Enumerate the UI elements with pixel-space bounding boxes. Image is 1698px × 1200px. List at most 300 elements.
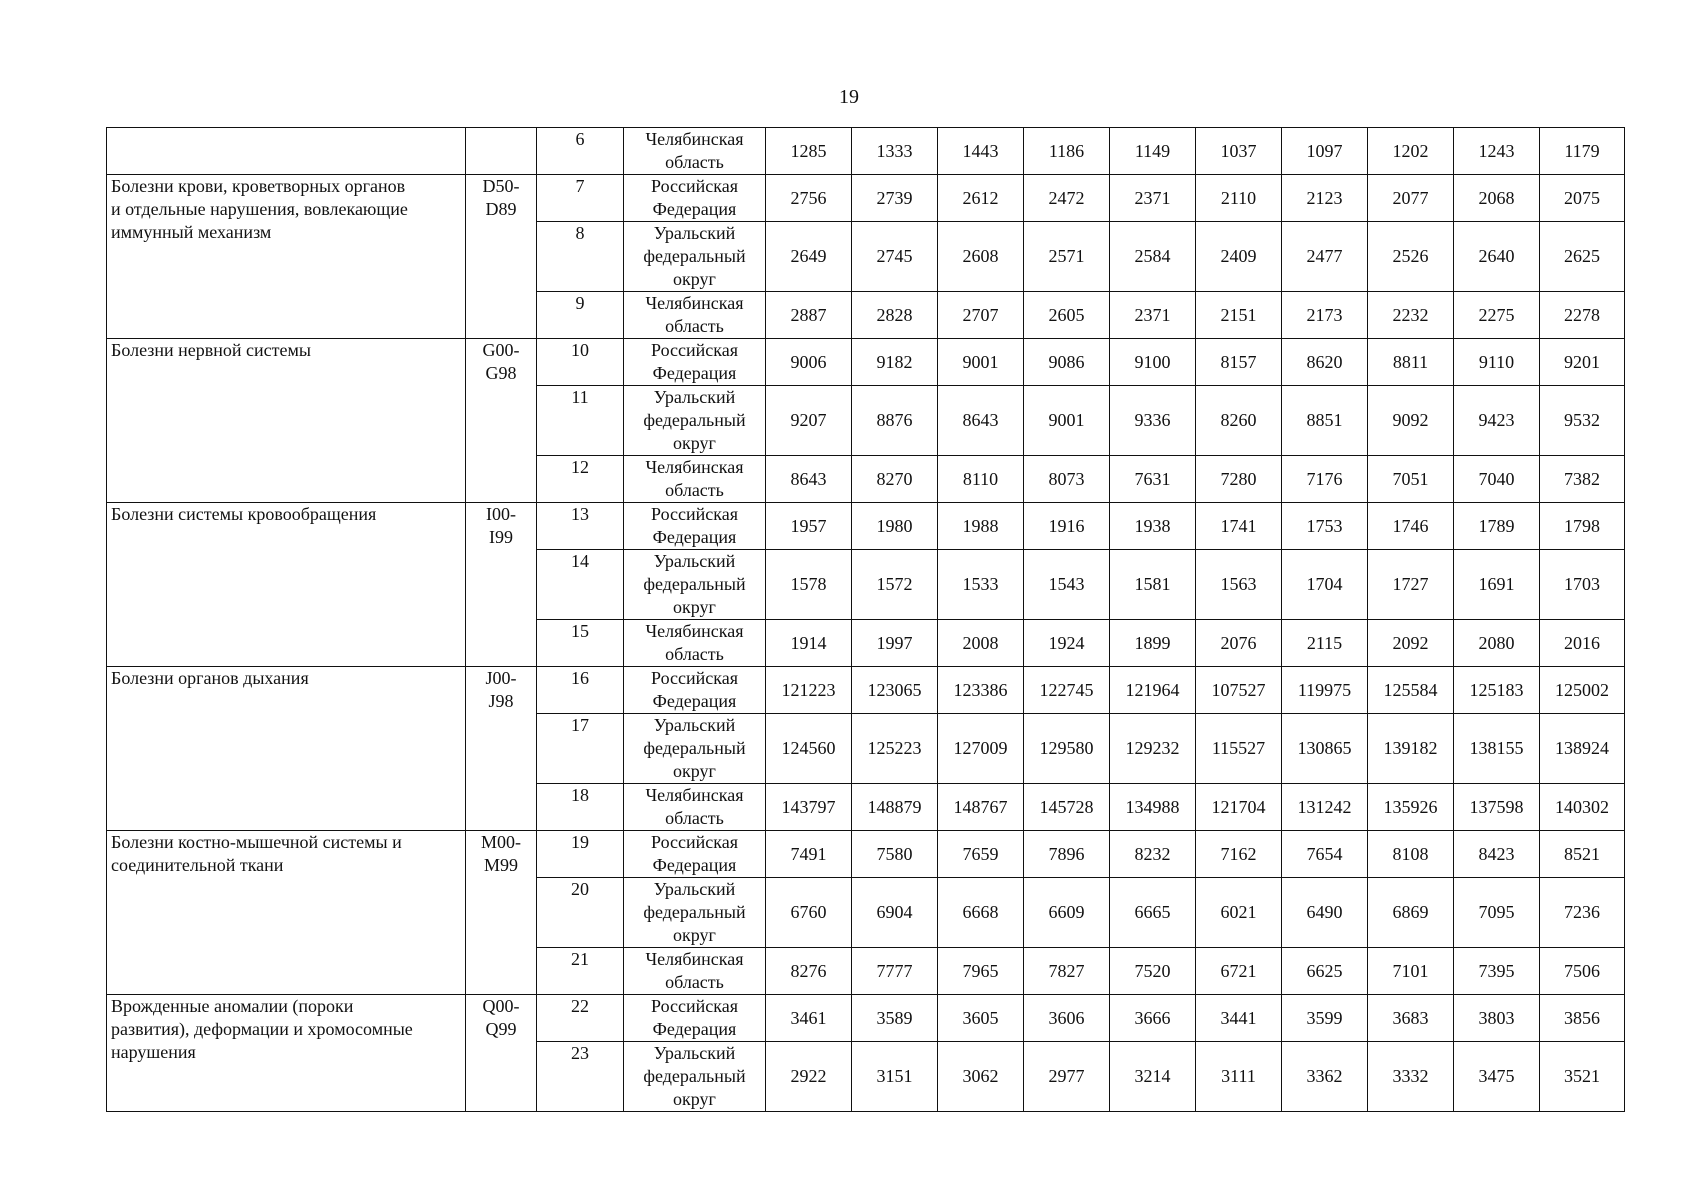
value-cell: 3441 [1196,995,1282,1042]
value-cell: 121704 [1196,784,1282,831]
region-line: Челябинская [645,621,744,641]
value-cell: 3605 [938,995,1024,1042]
region-line: округ [673,433,716,453]
value-cell: 8157 [1196,339,1282,386]
value-cell: 2526 [1368,222,1454,292]
value-cell: 2123 [1282,175,1368,222]
value-cell: 7162 [1196,831,1282,878]
row-number-cell: 19 [537,831,624,878]
row-number-cell: 14 [537,550,624,620]
value-cell: 6490 [1282,878,1368,948]
value-cell: 2756 [766,175,852,222]
region-line: округ [673,925,716,945]
value-cell: 7382 [1540,456,1625,503]
icd-code-line: M99 [483,855,518,875]
value-cell: 9532 [1540,386,1625,456]
region-cell [624,503,766,550]
value-cell: 7280 [1196,456,1282,503]
morbidity-table [106,127,1625,1112]
value-cell: 9092 [1368,386,1454,456]
region-line: Уральский [653,551,736,571]
value-cell: 1285 [766,128,852,175]
value-cell: 3599 [1282,995,1368,1042]
page-number: 19 [839,86,859,108]
region-line: Российская [651,832,738,852]
value-cell: 6760 [766,878,852,948]
category-line: нарушения [111,1042,196,1062]
row-number-cell: 23 [537,1042,624,1112]
value-cell: 8276 [766,948,852,995]
row-number-cell: 20 [537,878,624,948]
value-cell: 2887 [766,292,852,339]
region-line: Федерация [652,855,737,875]
value-cell: 125223 [852,714,938,784]
value-cell: 121223 [766,667,852,714]
value-cell: 1741 [1196,503,1282,550]
value-cell: 9086 [1024,339,1110,386]
value-cell: 6869 [1368,878,1454,948]
value-cell: 1957 [766,503,852,550]
region-cell [624,128,766,175]
value-cell: 2409 [1196,222,1282,292]
row-number-cell: 6 [537,128,624,175]
region-cell [624,292,766,339]
value-cell: 1691 [1454,550,1540,620]
region-line: Уральский [653,715,736,735]
category-line: и отдельные нарушения, вовлекающие [111,199,408,219]
value-cell: 1572 [852,550,938,620]
value-cell: 2707 [938,292,1024,339]
value-cell: 3475 [1454,1042,1540,1112]
value-cell: 2278 [1540,292,1625,339]
region-cell [624,1042,766,1112]
value-cell: 6904 [852,878,938,948]
value-cell: 3589 [852,995,938,1042]
value-cell: 8270 [852,456,938,503]
value-cell: 2232 [1368,292,1454,339]
value-cell: 2371 [1110,292,1196,339]
value-cell: 2076 [1196,620,1282,667]
region-cell [624,386,766,456]
value-cell: 115527 [1196,714,1282,784]
value-cell: 9006 [766,339,852,386]
category-line: развития), деформации и хромосомные [111,1019,413,1039]
value-cell: 138155 [1454,714,1540,784]
value-cell: 1997 [852,620,938,667]
value-cell: 1186 [1024,128,1110,175]
row-number-cell: 11 [537,386,624,456]
category-line: Болезни нервной системы [111,340,312,360]
value-cell: 8521 [1540,831,1625,878]
value-cell: 8851 [1282,386,1368,456]
value-cell: 9001 [938,339,1024,386]
value-cell: 1581 [1110,550,1196,620]
value-cell: 7659 [938,831,1024,878]
value-cell: 7896 [1024,831,1110,878]
value-cell: 2649 [766,222,852,292]
value-cell: 3332 [1368,1042,1454,1112]
value-cell: 1097 [1282,128,1368,175]
icd-code-cell [466,503,537,667]
row-number-cell: 9 [537,292,624,339]
value-cell: 1916 [1024,503,1110,550]
value-cell: 8811 [1368,339,1454,386]
value-cell: 127009 [938,714,1024,784]
category-line: Болезни крови, кроветворных органов [111,176,406,196]
value-cell: 1753 [1282,503,1368,550]
region-line: область [665,972,724,992]
icd-code-line: Q99 [485,1019,517,1039]
value-cell: 6609 [1024,878,1110,948]
category-line: соединительной ткани [111,855,284,875]
region-cell [624,714,766,784]
region-line: область [665,808,724,828]
value-cell: 134988 [1110,784,1196,831]
icd-code-cell [466,175,537,339]
value-cell: 122745 [1024,667,1110,714]
value-cell: 7101 [1368,948,1454,995]
value-cell: 7777 [852,948,938,995]
category-line: Врожденные аномалии (пороки [111,996,354,1016]
value-cell: 145728 [1024,784,1110,831]
value-cell: 131242 [1282,784,1368,831]
value-cell: 2016 [1540,620,1625,667]
region-cell [624,456,766,503]
region-line: Федерация [652,199,737,219]
table-row [107,339,1625,386]
region-line: Федерация [652,363,737,383]
value-cell: 3362 [1282,1042,1368,1112]
category-cell [107,339,466,503]
table-row [107,667,1625,714]
value-cell: 9201 [1540,339,1625,386]
value-cell: 9207 [766,386,852,456]
value-cell: 1924 [1024,620,1110,667]
value-cell: 1563 [1196,550,1282,620]
category-cell [107,503,466,667]
table-row [107,175,1625,222]
region-line: Уральский [653,1043,736,1063]
region-cell [624,878,766,948]
value-cell: 1899 [1110,620,1196,667]
value-cell: 3111 [1196,1042,1282,1112]
value-cell: 7654 [1282,831,1368,878]
value-cell: 7095 [1454,878,1540,948]
value-cell: 2080 [1454,620,1540,667]
icd-code-line: I99 [489,527,513,547]
table-row [107,128,1625,175]
value-cell: 1202 [1368,128,1454,175]
value-cell: 2115 [1282,620,1368,667]
value-cell: 6668 [938,878,1024,948]
value-cell: 2625 [1540,222,1625,292]
value-cell: 2173 [1282,292,1368,339]
value-cell: 3856 [1540,995,1625,1042]
value-cell: 140302 [1540,784,1625,831]
value-cell: 1703 [1540,550,1625,620]
category-cell [107,128,466,175]
icd-code-line: D50- [482,176,520,196]
value-cell: 3214 [1110,1042,1196,1112]
value-cell: 107527 [1196,667,1282,714]
value-cell: 9001 [1024,386,1110,456]
value-cell: 6665 [1110,878,1196,948]
value-cell: 1037 [1196,128,1282,175]
region-line: округ [673,1089,716,1109]
value-cell: 119975 [1282,667,1368,714]
value-cell: 2472 [1024,175,1110,222]
region-line: федеральный [643,246,746,266]
value-cell: 2608 [938,222,1024,292]
value-cell: 2828 [852,292,938,339]
icd-code-line: G98 [485,363,517,383]
value-cell: 7395 [1454,948,1540,995]
category-line: Болезни органов дыхания [111,668,309,688]
region-line: Российская [651,668,738,688]
value-cell: 1578 [766,550,852,620]
value-cell: 9336 [1110,386,1196,456]
value-cell: 3606 [1024,995,1110,1042]
icd-code-line: J98 [488,691,514,711]
value-cell: 138924 [1540,714,1625,784]
value-cell: 137598 [1454,784,1540,831]
value-cell: 7965 [938,948,1024,995]
value-cell: 7520 [1110,948,1196,995]
value-cell: 148879 [852,784,938,831]
value-cell: 2077 [1368,175,1454,222]
value-cell: 1333 [852,128,938,175]
icd-code-cell [466,995,537,1112]
region-cell [624,222,766,292]
region-line: Федерация [652,691,737,711]
table-row [107,503,1625,550]
row-number-cell: 18 [537,784,624,831]
region-line: округ [673,761,716,781]
value-cell: 2371 [1110,175,1196,222]
value-cell: 3803 [1454,995,1540,1042]
region-line: область [665,480,724,500]
value-cell: 8423 [1454,831,1540,878]
value-cell: 9423 [1454,386,1540,456]
row-number-cell: 13 [537,503,624,550]
value-cell: 6721 [1196,948,1282,995]
value-cell: 3521 [1540,1042,1625,1112]
value-cell: 139182 [1368,714,1454,784]
value-cell: 3683 [1368,995,1454,1042]
value-cell: 1789 [1454,503,1540,550]
region-cell [624,948,766,995]
region-line: Уральский [653,879,736,899]
value-cell: 1243 [1454,128,1540,175]
value-cell: 3666 [1110,995,1196,1042]
value-cell: 123065 [852,667,938,714]
region-line: Челябинская [645,785,744,805]
value-cell: 2640 [1454,222,1540,292]
region-line: область [665,152,724,172]
icd-code-cell [466,667,537,831]
value-cell: 1543 [1024,550,1110,620]
region-cell [624,784,766,831]
value-cell: 2092 [1368,620,1454,667]
value-cell: 6021 [1196,878,1282,948]
value-cell: 2977 [1024,1042,1110,1112]
value-cell: 129580 [1024,714,1110,784]
icd-code-cell [466,831,537,995]
region-line: Уральский [653,387,736,407]
region-line: округ [673,597,716,617]
value-cell: 7040 [1454,456,1540,503]
value-cell: 8643 [938,386,1024,456]
row-number-cell: 16 [537,667,624,714]
value-cell: 1938 [1110,503,1196,550]
row-number-cell: 7 [537,175,624,222]
value-cell: 9110 [1454,339,1540,386]
value-cell: 7236 [1540,878,1625,948]
value-cell: 1914 [766,620,852,667]
category-cell [107,831,466,995]
value-cell: 7580 [852,831,938,878]
table-row [107,995,1625,1042]
region-line: федеральный [643,902,746,922]
category-line: иммунный механизм [111,222,272,242]
region-line: федеральный [643,574,746,594]
value-cell: 1798 [1540,503,1625,550]
category-cell [107,667,466,831]
row-number-cell: 8 [537,222,624,292]
value-cell: 2275 [1454,292,1540,339]
category-cell [107,995,466,1112]
value-cell: 7506 [1540,948,1625,995]
region-cell [624,620,766,667]
row-number-cell: 17 [537,714,624,784]
region-line: область [665,316,724,336]
value-cell: 8876 [852,386,938,456]
region-cell [624,339,766,386]
region-line: округ [673,269,716,289]
region-line: Российская [651,996,738,1016]
region-line: Федерация [652,1019,737,1039]
value-cell: 1746 [1368,503,1454,550]
value-cell: 124560 [766,714,852,784]
value-cell: 125183 [1454,667,1540,714]
value-cell: 2605 [1024,292,1110,339]
icd-code-line: Q00- [482,996,520,1016]
value-cell: 8108 [1368,831,1454,878]
icd-code-line: I00- [486,504,516,524]
value-cell: 7827 [1024,948,1110,995]
icd-code-line: M00- [481,832,521,852]
value-cell: 2739 [852,175,938,222]
value-cell: 121964 [1110,667,1196,714]
value-cell: 2745 [852,222,938,292]
value-cell: 8620 [1282,339,1368,386]
value-cell: 9100 [1110,339,1196,386]
row-number-cell: 12 [537,456,624,503]
value-cell: 3461 [766,995,852,1042]
value-cell: 8260 [1196,386,1282,456]
region-line: область [665,644,724,664]
value-cell: 148767 [938,784,1024,831]
value-cell: 1727 [1368,550,1454,620]
value-cell: 8232 [1110,831,1196,878]
icd-code-cell [466,339,537,503]
value-cell: 130865 [1282,714,1368,784]
value-cell: 7631 [1110,456,1196,503]
value-cell: 2068 [1454,175,1540,222]
value-cell: 9182 [852,339,938,386]
value-cell: 2008 [938,620,1024,667]
region-cell [624,995,766,1042]
value-cell: 135926 [1368,784,1454,831]
table-row [107,831,1625,878]
value-cell: 125002 [1540,667,1625,714]
value-cell: 123386 [938,667,1024,714]
value-cell: 1533 [938,550,1024,620]
value-cell: 8073 [1024,456,1110,503]
value-cell: 6625 [1282,948,1368,995]
value-cell: 2571 [1024,222,1110,292]
category-cell [107,175,466,339]
region-line: федеральный [643,738,746,758]
value-cell: 2110 [1196,175,1282,222]
value-cell: 1443 [938,128,1024,175]
value-cell: 2151 [1196,292,1282,339]
value-cell: 2922 [766,1042,852,1112]
value-cell: 3151 [852,1042,938,1112]
row-number-cell: 15 [537,620,624,667]
value-cell: 2584 [1110,222,1196,292]
icd-code-line: J00- [485,668,517,688]
table-body [107,128,1625,1112]
row-number-cell: 10 [537,339,624,386]
icd-code-line: G00- [482,340,520,360]
region-line: Российская [651,176,738,196]
value-cell: 1179 [1540,128,1625,175]
value-cell: 8643 [766,456,852,503]
value-cell: 2477 [1282,222,1368,292]
region-line: Челябинская [645,129,744,149]
category-line: Болезни системы кровообращения [111,504,377,524]
value-cell: 7051 [1368,456,1454,503]
value-cell: 125584 [1368,667,1454,714]
region-line: Федерация [652,527,737,547]
row-number-cell: 22 [537,995,624,1042]
region-cell [624,667,766,714]
row-number-cell: 21 [537,948,624,995]
region-line: Российская [651,340,738,360]
value-cell: 143797 [766,784,852,831]
region-line: Челябинская [645,949,744,969]
value-cell: 129232 [1110,714,1196,784]
value-cell: 7176 [1282,456,1368,503]
value-cell: 1704 [1282,550,1368,620]
value-cell: 3062 [938,1042,1024,1112]
value-cell: 1149 [1110,128,1196,175]
region-line: федеральный [643,1066,746,1086]
icd-code-cell [466,128,537,175]
value-cell: 1980 [852,503,938,550]
region-cell [624,550,766,620]
value-cell: 7491 [766,831,852,878]
region-line: Челябинская [645,457,744,477]
value-cell: 2075 [1540,175,1625,222]
region-line: Уральский [653,223,736,243]
icd-code-line: D89 [485,199,517,219]
region-line: Челябинская [645,293,744,313]
value-cell: 1988 [938,503,1024,550]
region-cell [624,175,766,222]
region-cell [624,831,766,878]
